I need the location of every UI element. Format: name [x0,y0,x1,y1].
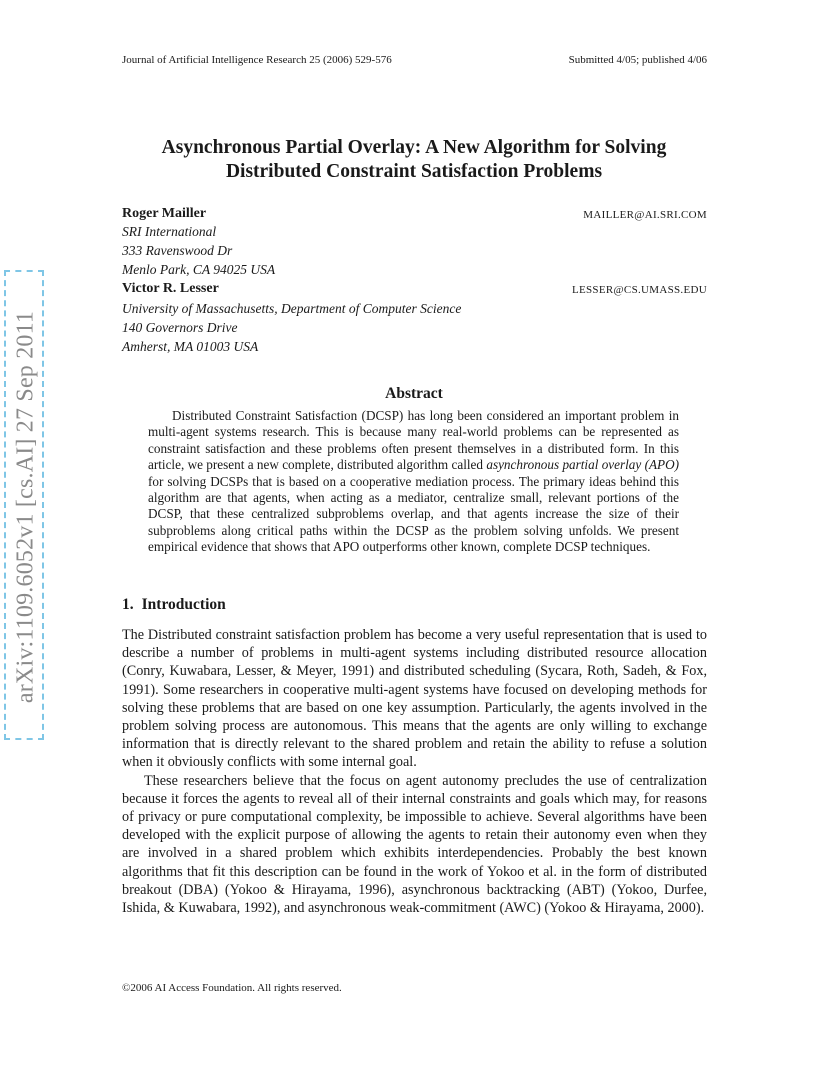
body-paragraph: These researchers believe that the focus on agent autonomy precludes the use of centralization because it forces the agents to reveal all of their internal constraints and goals which may, for reasons of privacy or pure computational complexity, be impossible to achieve. Several algorithms have been developed with the explicit purpose of allowing the agents to retain their autonomy even when they are involved in a shared problem which exhibits interdependencies. Probably the best known algorithms that fit this description can be found in the work of Yokoo et al. in the form of distributed breakout (DBA) (Yokoo & Hirayama, 1996), asynchronous backtracking (ABT) (Yokoo, Durfee, Ishida, & Kuwabara, 1992), and asynchronous weak-commitment (AWC) (Yokoo & Hirayama, 2000). [122,772,707,917]
abstract-paragraph [148,408,679,556]
abstract-body [148,408,679,556]
affiliation-line: SRI International [122,224,217,239]
affiliation-line: 140 Governors Drive [122,320,238,335]
affiliation-line: Menlo Park, CA 94025 USA [122,262,276,277]
section-body [122,626,707,917]
author-affiliation [122,222,275,279]
affiliation-line: 333 Ravenswood Dr [122,243,233,258]
section-heading [122,596,226,614]
author-name: Roger Mailler [122,206,207,221]
author-email: LESSER@CS.UMASS.EDU [571,284,707,296]
abstract-text: for solving DCSPs that is based on a cooperative mediation process. The primary ideas behind this algorithm are that agents, when acting as a mediator, centralize small, relevant portions of the DCSP, that these centralized subproblems overlap, and that agents increase the size of their subproblems along critical paths within the DCSP as the problem solving unfolds. We present empirical evidence that shows that APO outperforms other known, complete DCSP techniques. [148,473,679,555]
journal-header: Journal of Artificial Intelligence Research 25 (2006) 529-576 [122,54,392,66]
title-line-1: Asynchronous Partial Overlay: A New Algorithm for Solving [161,137,667,158]
section-title: Introduction [141,596,226,613]
affiliation-line: Amherst, MA 01003 USA [122,339,259,354]
section-number: 1. [122,596,134,613]
abstract-italic-term: asynchronous partial overlay (APO) [486,457,679,473]
submission-dates: Submitted 4/05; published 4/06 [568,54,707,66]
author-email: MAILLER@AI.SRI.COM [583,209,707,221]
abstract-text: Distributed Constraint Satisfaction (DCSP) has long been considered an important problem in multi-agent systems research. This is because many real-world problems can be represented as constraint satisfaction and these problems often present themselves in a distributed form. In this article, we present a new complete, distributed algorithm called [148,408,679,473]
author-name: Victor R. Lesser [122,281,219,296]
author-affiliation [122,299,461,356]
affiliation-line: University of Massachusetts, Department of Computer Science [122,301,462,316]
paper-title [0,136,828,184]
title-line-2: Distributed Constraint Satisfaction Problems [225,161,603,182]
abstract-heading: Abstract [385,385,443,402]
copyright-footer: ©2006 AI Access Foundation. All rights reserved. [122,982,342,994]
arxiv-stamp [4,270,44,740]
arxiv-stamp-text: arXiv:1109.6052v1 [cs.AI] 27 Sep 2011 [12,310,39,704]
body-paragraph: The Distributed constraint satisfaction problem has become a very useful representation that is used to describe a number of problems in multi-agent systems including distributed resource allocation (Conry, Kuwabara, Lesser, & Meyer, 1991) and distributed scheduling (Sycara, Roth, Sadeh, & Fox, 1991). Some researchers in cooperative multi-agent systems have focused on developing methods for solving these problems that are based on one key assumption. Particularly, the agents involved in the problem solving process are autonomous. This means that the agents are only willing to exchange information that is directly relevant to the shared problem and retain the ability to refuse a solution when it obviously conflicts with some internal goal. [122,627,707,771]
